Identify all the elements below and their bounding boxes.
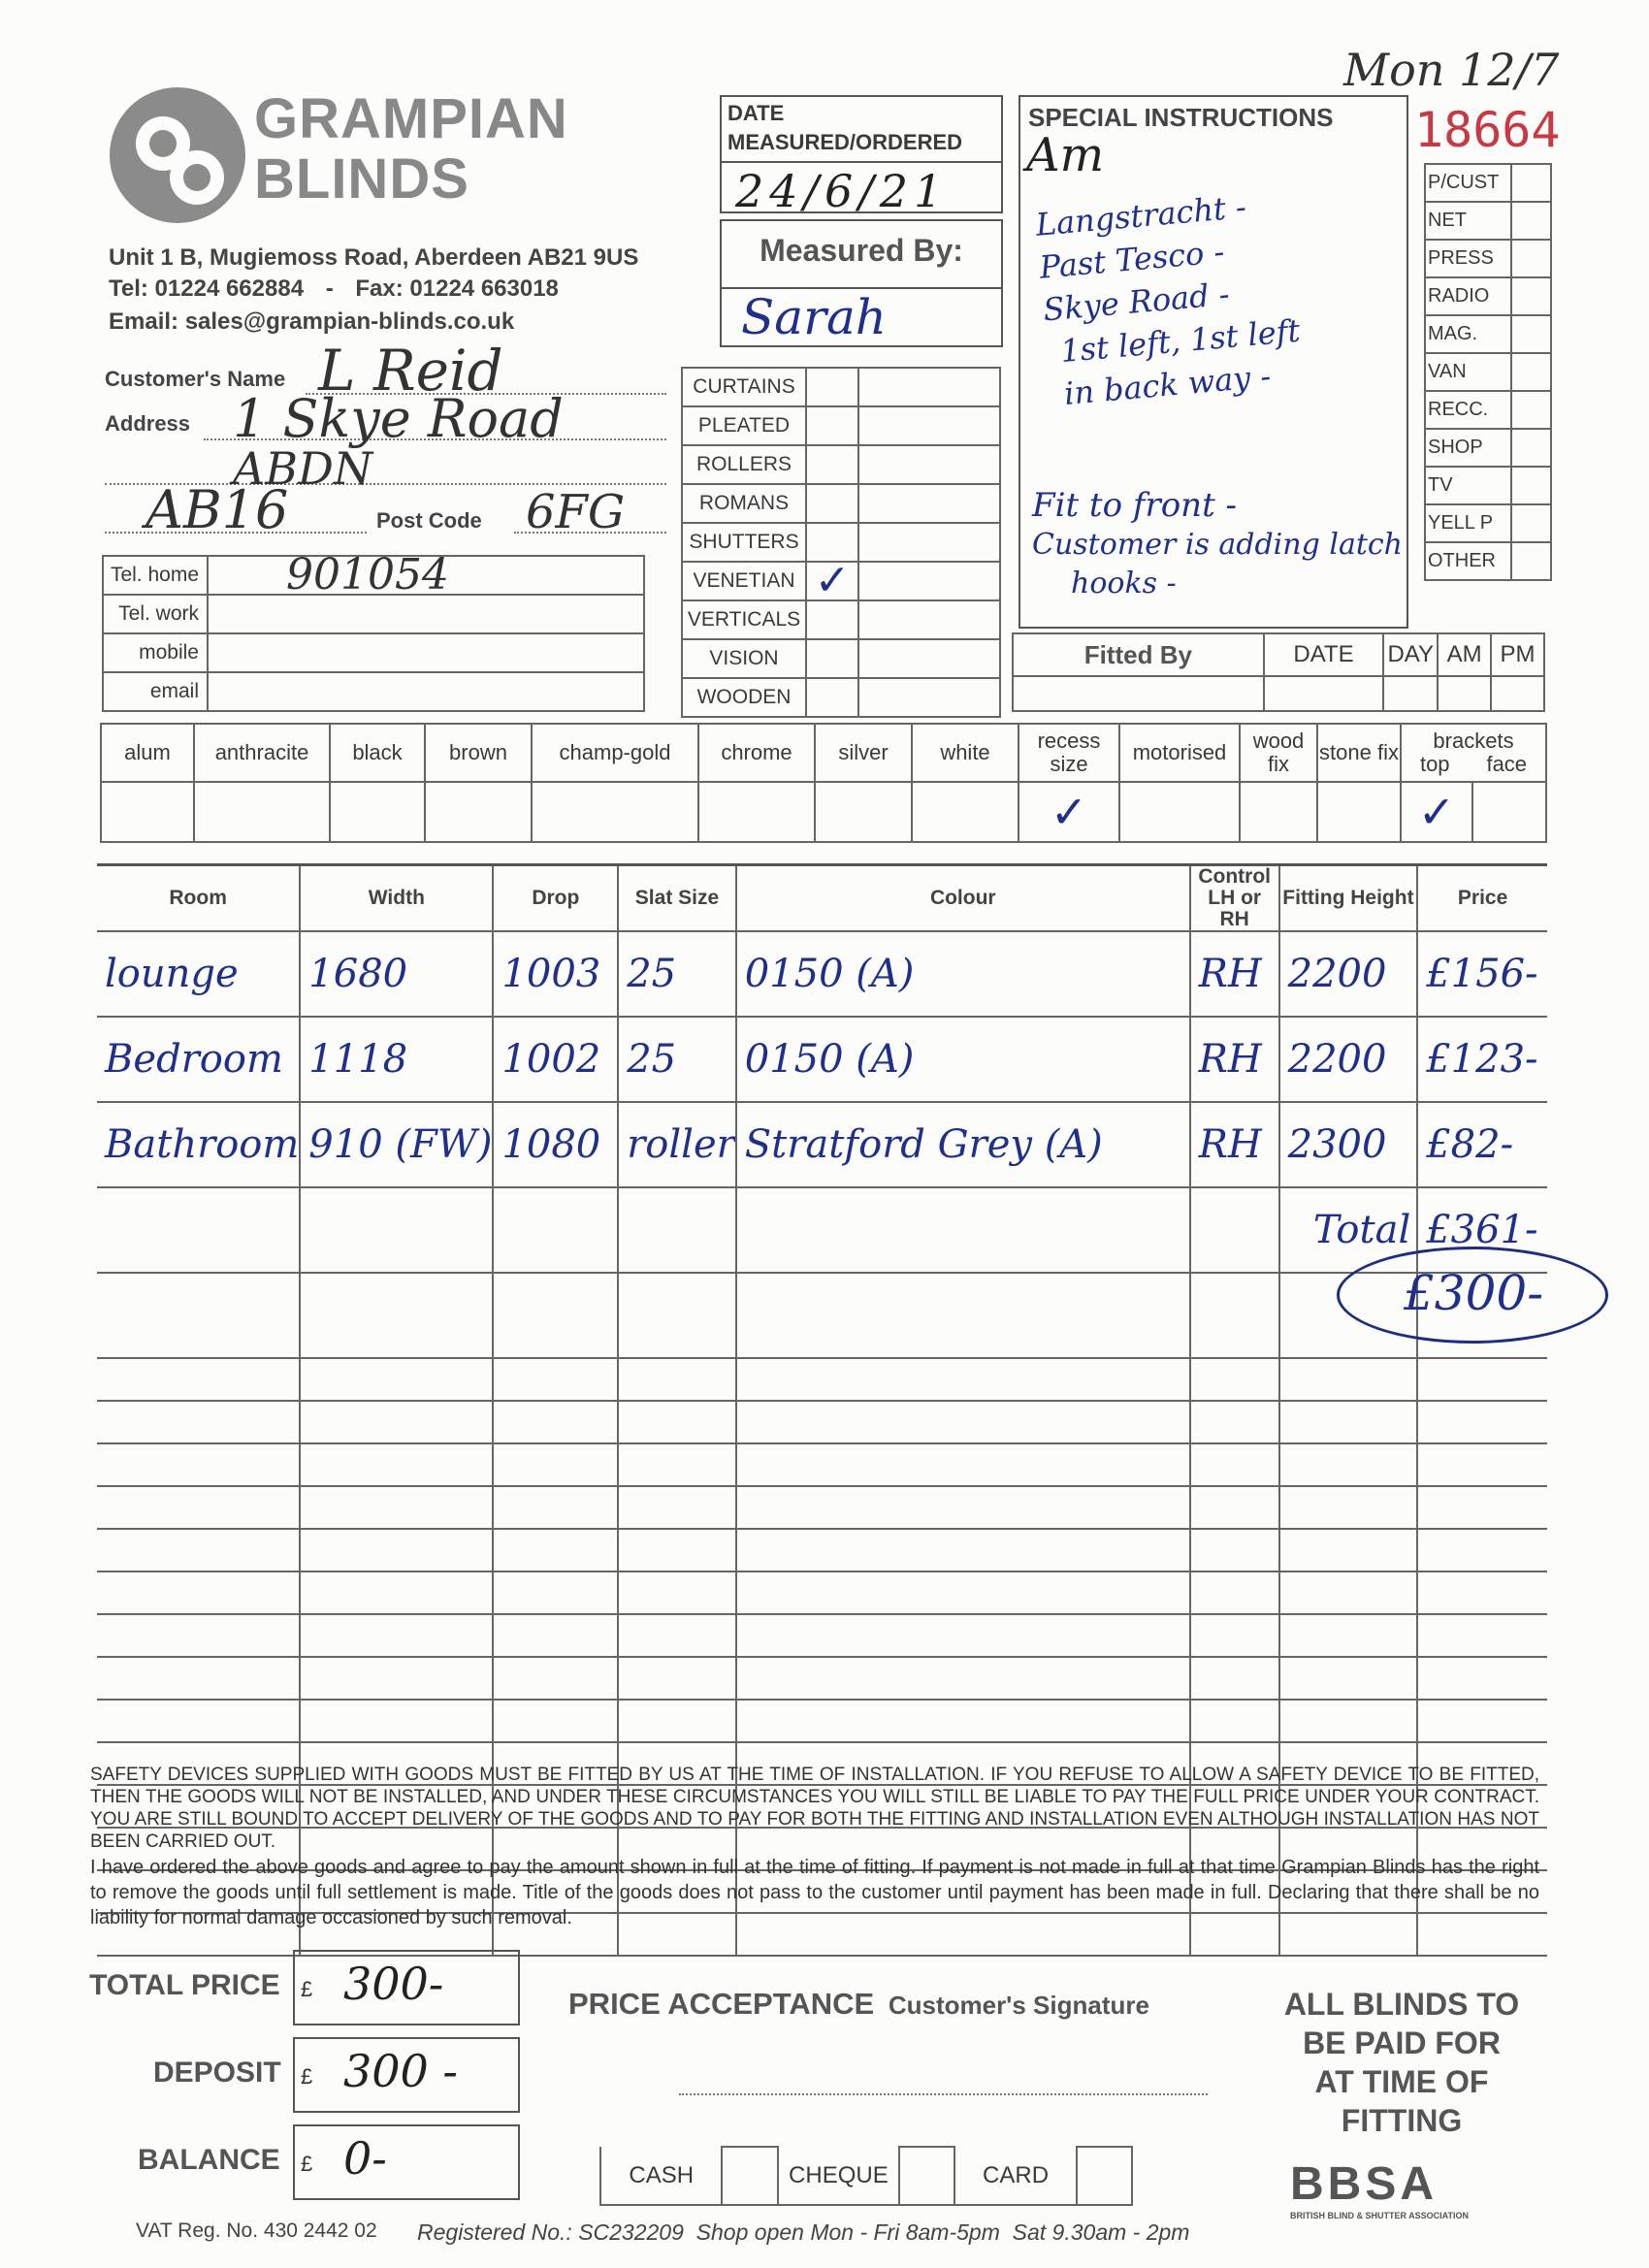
source-checkbox[interactable] [1511,164,1551,202]
blind-type-label: CURTAINS [682,368,806,406]
order-cell-width[interactable]: 1680 [300,931,493,1017]
option-label: motorised [1119,724,1240,782]
source-label: RADIO [1425,277,1511,315]
address-line-2: ABDN [233,442,373,495]
sep: - [325,275,334,302]
source-label: RECC. [1425,391,1511,429]
order-cell-price[interactable] [1417,1614,1547,1657]
blind-type-check[interactable] [806,368,858,406]
order-cell-price[interactable] [1417,1401,1547,1443]
order-cell-colour[interactable]: 0150 (A) [736,1017,1190,1102]
source-checkbox[interactable] [1511,504,1551,542]
totals-value: 0- [343,2132,387,2185]
blind-type-label: PLEATED [682,406,806,445]
order-cell-colour[interactable] [736,1529,1190,1571]
fitted-am-value [1438,676,1491,711]
option-check[interactable] [1119,782,1240,842]
order-cell-control[interactable] [1190,1486,1279,1529]
fitted-day-value [1383,676,1438,711]
payment-label: CHEQUE [778,2147,899,2205]
brackets-top-check[interactable]: ✓ [1401,782,1472,842]
bbsa-logo [1290,2157,1469,2220]
payment-checkbox[interactable] [722,2147,777,2205]
option-label: recess size [1018,724,1119,782]
order-cell-control[interactable]: RH [1190,1102,1279,1187]
blind-type-check[interactable]: ✓ [806,562,858,600]
registration-info: Registered No.: SC232209 Shop open Mon - Fri 8am-5pm Sat 9.30am - 2pm [417,2219,1190,2245]
source-checkbox[interactable] [1511,315,1551,353]
source-checkbox[interactable] [1511,391,1551,429]
source-label: OTHER [1425,542,1511,580]
order-cell-slat[interactable] [618,1571,736,1614]
order-cell-colour[interactable]: 0150 (A) [736,931,1190,1017]
order-cell-slat[interactable] [618,1657,736,1700]
order-cell-slat[interactable] [618,1700,736,1742]
order-cell-slat[interactable] [618,1401,736,1443]
blind-type-extra [858,523,1000,562]
notice-line: AT TIME OF [1314,2064,1489,2099]
order-cell-height[interactable] [1279,1486,1418,1529]
order-cell-room[interactable] [97,1614,300,1657]
order-cell-room[interactable] [97,1571,300,1614]
safety-notice: SAFETY DEVICES SUPPLIED WITH GOODS MUST BE FITTED BY US AT THE TIME OF INSTALLATION. IF YOU REFUSE TO ALLOW A SAFETY DEVICE TO BE FITTED, THEN THE GOODS WILL NOT BE INSTALLED, AND UNDER THESE CIRCUMSTANCES YOU WILL STILL BE LIABLE TO PAY THE FULL PRICE UNDER YOUR CONTRACT. YOU ARE STILL BOUND TO ACCEPT DELIVERY OF THE GOODS AND TO PAY FOR BOTH THE FITTING AND INSTALLATION EVEN ALTHOUGH INSTALLATION HAS NOT BEEN CARRIED OUT. [90,1765,1539,1852]
order-cell-width[interactable] [300,1529,493,1571]
company-address: Unit 1 B, Mugiemoss Road, Aberdeen AB21 9US [109,244,639,271]
order-cell-height[interactable] [1279,1700,1418,1742]
order-header: Price [1417,865,1547,932]
blind-type-check[interactable] [806,600,858,639]
totals-value: 300- [343,1958,444,2010]
order-cell-room[interactable] [97,1358,300,1401]
direction-line: Past Tesco - [1038,233,1226,286]
order-cell-height[interactable] [1279,1529,1418,1571]
order-cell-drop[interactable] [493,1443,618,1486]
order-cell-slat[interactable] [618,1273,736,1358]
order-cell-control[interactable]: RH [1190,931,1279,1017]
bbsa-sub: BRITISH BLIND & SHUTTER ASSOCIATION [1290,2211,1469,2220]
fitted-day-label: DAY [1383,633,1438,676]
order-cell-room[interactable] [97,1273,300,1358]
source-checkbox[interactable] [1511,467,1551,504]
order-cell-width[interactable] [300,1187,493,1273]
price-acceptance-title: PRICE ACCEPTANCE [568,1987,875,2021]
order-cell-room[interactable] [97,1443,300,1486]
order-cell-control[interactable] [1190,1273,1279,1358]
blind-type-label: ROMANS [682,484,806,523]
vat-number: VAT Reg. No. 430 2442 02 [136,2219,377,2242]
order-cell-height[interactable] [1279,1571,1418,1614]
order-cell-colour[interactable]: Stratford Grey (A) [736,1102,1190,1187]
order-cell-slat[interactable]: 25 [618,931,736,1017]
special-instructions-label: SPECIAL INSTRUCTIONS [1028,103,1334,132]
measured-by-box [720,219,1003,347]
currency-symbol: £ [301,2064,313,2089]
order-cell-control[interactable] [1190,1358,1279,1401]
fitted-date-value [1264,676,1384,711]
order-cell-height[interactable] [1279,1443,1418,1486]
am-note: Am [1026,128,1105,182]
fitted-pm-label: PM [1491,633,1544,676]
order-cell-colour[interactable] [736,1614,1190,1657]
order-header: Width [300,865,493,932]
order-cell-drop[interactable] [493,1187,618,1273]
order-cell-slat[interactable] [618,1187,736,1273]
order-header: Drop [493,865,618,932]
order-cell-room[interactable]: Bathroom [97,1102,300,1187]
order-cell-drop[interactable] [493,1273,618,1358]
order-cell-width[interactable] [300,1273,493,1358]
special-instructions-box [1018,95,1408,629]
order-cell-width[interactable] [300,1401,493,1443]
date-box [720,95,1003,217]
blind-type-label: ROLLERS [682,445,806,484]
order-cell-colour[interactable] [736,1401,1190,1443]
blind-type-check[interactable] [806,678,858,717]
measured-by-label: Measured By: [760,233,963,268]
date-label-1: DATE [728,101,785,125]
order-cell-slat[interactable] [618,1529,736,1571]
option-label: chrome [698,724,815,782]
order-cell-drop[interactable] [493,1358,618,1401]
blind-type-extra [858,406,1000,445]
phone-label: Tel. home [103,556,208,595]
direction-line: 1st left, 1st left [1058,311,1302,371]
blind-type-check[interactable] [806,639,858,678]
date-value: 24/6/21 [735,165,949,217]
circled-total [1337,1247,1608,1344]
option-check[interactable] [698,782,815,842]
price-acceptance [568,1987,1149,2022]
company-email: Email: sales@grampian-blinds.co.uk [109,308,515,335]
option-check[interactable] [425,782,532,842]
blind-type-label: SHUTTERS [682,523,806,562]
brackets-label: brackets [1433,729,1514,753]
order-cell-price[interactable]: £123- [1417,1017,1547,1102]
company-name-line-1: GRAMPIAN [254,87,568,150]
option-label: white [912,724,1018,782]
order-cell-colour[interactable] [736,1358,1190,1401]
blind-type-extra [858,562,1000,600]
order-cell-room[interactable] [97,1529,300,1571]
notice-line: BE PAID FOR [1303,2025,1501,2060]
totals-box[interactable] [293,2124,520,2200]
fitted-am-label: AM [1438,633,1491,676]
order-cell-price[interactable]: £82- [1417,1102,1547,1187]
order-cell-room[interactable]: lounge [97,931,300,1017]
source-label: MAG. [1425,315,1511,353]
order-cell-room[interactable] [97,1657,300,1700]
payment-checkbox[interactable] [899,2147,954,2205]
order-cell-width[interactable]: 910 (FW) [300,1102,493,1187]
company-phone [109,275,559,303]
top-note: Mon 12/7 [1343,44,1560,96]
address-line-1: 1 Skye Road [233,388,564,449]
fit-line: Customer is adding latch [1032,528,1404,562]
fitted-by-label: Fitted By [1013,633,1264,676]
payment-checkbox[interactable] [1077,2147,1132,2205]
totals-label: TOTAL PRICE [89,1969,280,2001]
direction-line: in back way - [1062,357,1273,412]
order-cell-colour[interactable] [736,1700,1190,1742]
option-check[interactable] [101,782,194,842]
fitted-by-table [1012,632,1545,712]
company-logo [105,85,250,226]
option-label: silver [815,724,912,782]
direction-line: Skye Road - [1041,275,1231,329]
option-label: stone fix [1317,724,1401,782]
order-cell-width[interactable] [300,1358,493,1401]
order-cell-width[interactable] [300,1657,493,1700]
blind-type-label: VISION [682,639,806,678]
order-cell-control[interactable]: RH [1190,1017,1279,1102]
phone-label: mobile [103,633,208,672]
company-name [254,89,568,210]
option-check[interactable] [532,782,698,842]
order-cell-height[interactable]: 2200 [1279,1017,1418,1102]
option-check[interactable] [194,782,330,842]
totals-box[interactable] [293,2037,520,2113]
blind-type-check[interactable] [806,406,858,445]
order-cell-drop[interactable] [493,1401,618,1443]
order-cell-drop[interactable] [493,1486,618,1529]
postcode-label: Post Code [376,508,482,533]
payment-label: CARD [954,2147,1076,2205]
source-label: SHOP [1425,429,1511,467]
order-cell-height[interactable]: 2200 [1279,931,1418,1017]
totals-box[interactable] [293,1950,520,2025]
brackets-face-label: face [1486,752,1528,776]
phone-value[interactable] [208,633,644,672]
customer-name-label: Customer's Name [105,367,286,391]
blind-type-check[interactable] [806,445,858,484]
order-cell-price[interactable] [1417,1571,1547,1614]
order-cell-drop[interactable] [493,1529,618,1571]
order-cell-width[interactable] [300,1614,493,1657]
order-cell-price[interactable] [1417,1443,1547,1486]
notice-line: FITTING [1341,2103,1463,2138]
source-label: YELL P [1425,504,1511,542]
company-name-line-2: BLINDS [254,147,469,211]
phone-value[interactable] [208,672,644,711]
date-label-2: MEASURED/ORDERED [728,130,963,154]
order-cell-drop[interactable]: 1003 [493,931,618,1017]
option-label: black [330,724,425,782]
order-cell-height[interactable] [1279,1657,1418,1700]
order-cell-room[interactable]: Bedroom [97,1017,300,1102]
option-check[interactable] [1240,782,1317,842]
totals-label: DEPOSIT [153,2057,281,2089]
order-cell-control[interactable] [1190,1187,1279,1273]
option-label: alum [101,724,194,782]
option-label: anthracite [194,724,330,782]
order-cell-drop[interactable]: 1002 [493,1017,618,1102]
price-acceptance-sub: Customer's Signature [888,1991,1149,2020]
phone-label: email [103,672,208,711]
payment-method-table [599,2146,1133,2206]
total-label[interactable]: Total [1279,1187,1418,1273]
option-check[interactable]: ✓ [1018,782,1119,842]
source-list [1424,163,1552,581]
order-cell-height[interactable] [1279,1358,1418,1401]
blind-type-label: VERTICALS [682,600,806,639]
brackets-top-label: top [1419,752,1450,776]
order-cell-colour[interactable] [736,1657,1190,1700]
circled-total-value: £300- [1404,1265,1544,1321]
phone-value[interactable]: 901054 [208,556,644,595]
agreement-text: I have ordered the above goods and agree to pay the amount shown in full at the time of fitting. If payment is not made in full at that time Grampian Blinds has the right to remove the goods until full settlement is made. Title of the goods does not pass to the customer until payment has been made in full. Declaring that there shall be no liability for normal damage occasioned by such removal. [90,1857,1539,1928]
source-checkbox[interactable] [1511,202,1551,240]
order-cell-control[interactable] [1190,1443,1279,1486]
order-cell-colour[interactable] [736,1187,1190,1273]
gb-logo-icon [105,85,250,226]
source-checkbox[interactable] [1511,277,1551,315]
order-header: Slat Size [618,865,736,932]
directions-notes [1034,181,1306,416]
order-cell-colour[interactable] [736,1273,1190,1358]
order-cell-slat[interactable]: roller [618,1102,736,1187]
order-cell-price[interactable] [1417,1358,1547,1401]
order-cell-room[interactable] [97,1401,300,1443]
order-cell-width[interactable] [300,1486,493,1529]
order-cell-slat[interactable] [618,1358,736,1401]
source-checkbox[interactable] [1511,240,1551,277]
order-cell-colour[interactable] [736,1486,1190,1529]
option-check[interactable] [330,782,425,842]
order-cell-colour[interactable] [736,1443,1190,1486]
notice-line: ALL BLINDS TO [1283,1987,1520,2022]
order-cell-height[interactable]: 2300 [1279,1102,1418,1187]
order-cell-height[interactable] [1279,1401,1418,1443]
order-cell-price[interactable] [1417,1529,1547,1571]
order-cell-control[interactable] [1190,1571,1279,1614]
blind-type-extra [858,445,1000,484]
fitted-date-label: DATE [1264,633,1384,676]
blind-type-extra [858,678,1000,717]
order-cell-width[interactable] [300,1571,493,1614]
blind-type-label: VENETIAN [682,562,806,600]
currency-symbol: £ [301,2152,313,2176]
tel: Tel: 01224 662884 [109,275,305,302]
fit-notes [1032,485,1403,603]
order-cell-width[interactable] [300,1700,493,1742]
order-cell-control[interactable] [1190,1401,1279,1443]
fit-line: hooks - [1071,567,1177,600]
option-label: brown [425,724,532,782]
order-cell-slat[interactable] [618,1443,736,1486]
blind-type-extra [858,484,1000,523]
option-check[interactable] [815,782,912,842]
blind-type-table [681,367,1001,718]
customer-name-value: L Reid [318,338,503,404]
order-cell-room[interactable] [97,1187,300,1273]
order-cell-drop[interactable] [493,1700,618,1742]
source-checkbox[interactable] [1511,429,1551,467]
order-cell-drop[interactable]: 1080 [493,1102,618,1187]
blind-type-check[interactable] [806,523,858,562]
bbsa-logo-text: BBSA [1290,2158,1439,2210]
order-cell-slat[interactable] [618,1614,736,1657]
fitted-by-value [1013,676,1264,711]
measured-by-value: Sarah [741,289,887,345]
source-label: VAN [1425,353,1511,391]
order-number: 18664 [1414,102,1561,158]
blind-type-label: WOODEN [682,678,806,717]
order-cell-control[interactable] [1190,1700,1279,1742]
direction-line: Langstracht - [1034,188,1248,243]
source-label: NET [1425,202,1511,240]
payment-notice [1251,1985,1552,2140]
order-header: Room [97,865,300,932]
phone-label: Tel. work [103,595,208,633]
phone-table [102,550,645,712]
order-header: Fitting Height [1279,865,1418,932]
option-check[interactable] [1317,782,1401,842]
order-cell-drop[interactable] [493,1657,618,1700]
postcode-value: 6FG [526,485,626,539]
totals-label: BALANCE [138,2144,280,2176]
order-cell-height[interactable] [1279,1614,1418,1657]
option-check[interactable] [912,782,1018,842]
order-cell-colour[interactable] [736,1571,1190,1614]
brackets-header [1401,724,1546,782]
blind-type-check[interactable] [806,484,858,523]
source-label: PRESS [1425,240,1511,277]
order-cell-width[interactable] [300,1443,493,1486]
source-label: TV [1425,467,1511,504]
fax: Fax: 01224 663018 [355,275,559,302]
fitted-pm-value [1491,676,1544,711]
source-checkbox[interactable] [1511,353,1551,391]
option-label: wood fix [1240,724,1317,782]
blind-type-extra [858,600,1000,639]
order-cell-price[interactable] [1417,1486,1547,1529]
signature-line[interactable] [679,2093,1208,2095]
source-checkbox[interactable] [1511,542,1551,580]
blind-type-extra [858,639,1000,678]
order-cell-drop[interactable] [493,1614,618,1657]
order-cell-control[interactable] [1190,1529,1279,1571]
order-cell-control[interactable] [1190,1657,1279,1700]
payment-label: CASH [600,2147,722,2205]
order-cell-slat[interactable] [618,1486,736,1529]
order-cell-control[interactable] [1190,1614,1279,1657]
order-header: Colour [736,865,1190,932]
total-value[interactable]: £361- [1417,1187,1547,1273]
phone-value[interactable] [208,595,644,633]
option-label: champ-gold [532,724,698,782]
fit-line: Fit to front - [1032,486,1238,525]
order-cell-slat[interactable]: 25 [618,1017,736,1102]
options-table [100,723,1547,843]
order-cell-drop[interactable] [493,1571,618,1614]
totals-value: 300 - [343,2045,458,2097]
order-cell-width[interactable]: 1118 [300,1017,493,1102]
address-label: Address [105,411,191,436]
blind-type-extra [858,368,1000,406]
order-cell-price[interactable]: £156- [1417,931,1547,1017]
source-label: P/CUST [1425,164,1511,202]
order-cell-price[interactable] [1417,1700,1547,1742]
order-header: Control LH or RH [1190,865,1279,932]
order-cell-room[interactable] [97,1700,300,1742]
address-line-3: AB16 [146,479,289,540]
brackets-face-check[interactable] [1472,782,1546,842]
order-cell-price[interactable] [1417,1657,1547,1700]
currency-symbol: £ [301,1977,313,2001]
order-cell-room[interactable] [97,1486,300,1529]
